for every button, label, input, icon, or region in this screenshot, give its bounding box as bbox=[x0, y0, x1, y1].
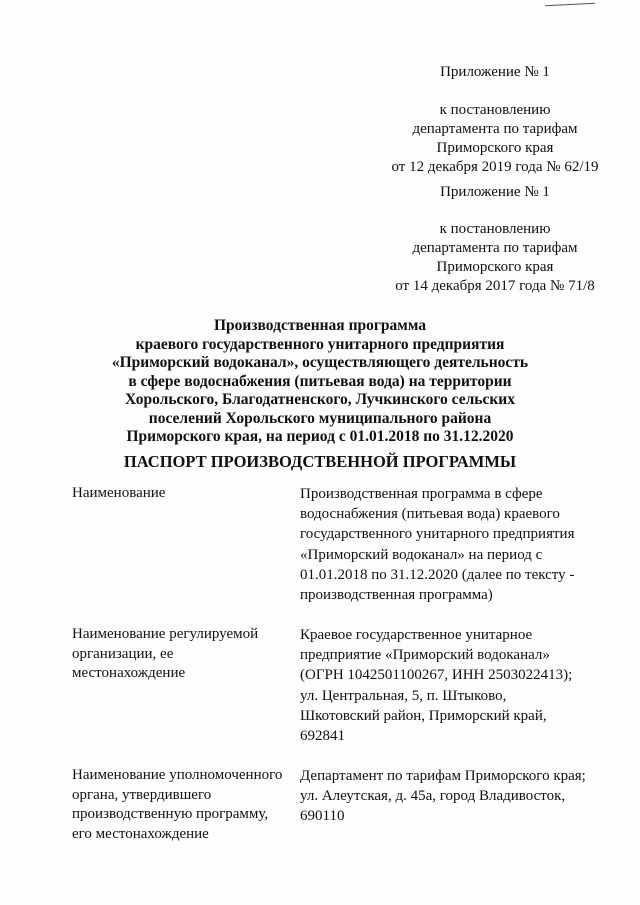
appendix-current-details bbox=[370, 101, 620, 177]
passport-label-line: Наименование bbox=[72, 485, 166, 501]
appendix-original-line: к постановлению bbox=[439, 221, 551, 237]
program-title-line: Производственная программа bbox=[213, 317, 427, 334]
passport-value-line: ул. Алеутская, д. 45а, город Владивосток, bbox=[300, 788, 566, 805]
program-title-line: поселений Хорольского муниципального района bbox=[148, 409, 492, 427]
passport-label bbox=[72, 766, 297, 844]
passport-value-line: «Приморский водоканал» на период с bbox=[300, 546, 543, 563]
program-title-line: Приморского края, на период с 01.01.2018 по 31.12.2020 bbox=[126, 428, 514, 445]
passport-value-line: Краевое государственное унитарное bbox=[300, 627, 533, 643]
passport-heading: ПАСПОРТ ПРОИЗВОДСТВЕННОЙ ПРОГРАММЫ bbox=[123, 452, 517, 471]
program-title bbox=[60, 317, 580, 447]
passport-label bbox=[72, 625, 297, 684]
passport-label-line: Наименование уполномоченного bbox=[72, 767, 283, 783]
passport-value-line: предприятие «Приморский водоканал» bbox=[300, 647, 550, 664]
appendix-original-line: департамента по тарифам bbox=[412, 240, 578, 256]
scan-corner-mark bbox=[545, 0, 595, 6]
appendix-original-details bbox=[370, 220, 620, 296]
program-title-line: в сфере водоснабжения (питьевая вода) на территории bbox=[128, 372, 512, 390]
passport-label-line: Наименование регулируемой bbox=[72, 626, 259, 642]
passport-label-line: организации, ее bbox=[72, 645, 174, 662]
passport-value bbox=[300, 484, 620, 605]
appendix-original-title-text: Приложение № 1 bbox=[440, 184, 550, 200]
appendix-original-line: от 14 декабря 2017 года № 71/8 bbox=[395, 278, 595, 294]
appendix-current-title bbox=[395, 63, 595, 82]
passport-value-line: Шкотовский район, Приморский край, bbox=[300, 707, 547, 724]
passport-label bbox=[72, 484, 297, 504]
appendix-original-title bbox=[395, 183, 595, 202]
passport-value-line: 692841 bbox=[300, 728, 345, 745]
program-title-line: «Приморский водоканал», осуществляющего деятельность bbox=[111, 354, 529, 371]
passport-label-line: органа, утвердившего bbox=[72, 786, 212, 803]
passport-label-line: производственную программу, bbox=[72, 806, 269, 822]
passport-value-line: 690110 bbox=[300, 808, 345, 825]
passport-value-line: Департамент по тарифам Приморского края; bbox=[300, 768, 586, 784]
program-title-line: Хорольского, Благодатненского, Лучкинского сельских bbox=[125, 391, 515, 408]
appendix-current-line: от 12 декабря 2019 года № 62/19 bbox=[391, 159, 599, 175]
passport-value bbox=[300, 625, 620, 746]
passport-value-line: водоснабжения (питьевая вода) краевого bbox=[300, 506, 560, 523]
passport-value bbox=[300, 766, 620, 827]
appendix-current-line: к постановлению bbox=[439, 102, 551, 118]
passport-value-line: ул. Центральная, 5, п. Штыково, bbox=[300, 687, 507, 704]
passport-value-line: Производственная программа в сфере bbox=[300, 486, 543, 502]
passport-value-line: государственного унитарного предприятия bbox=[300, 526, 575, 543]
program-title-line: краевого государственного унитарного предприятия bbox=[135, 335, 505, 353]
passport-label-line: местонахождение bbox=[72, 665, 186, 681]
appendix-current-line: департамента по тарифам bbox=[412, 121, 578, 137]
passport-value-line: 01.01.2018 по 31.12.2020 (далее по тексту - bbox=[300, 566, 575, 583]
passport-value-line: производственная программа) bbox=[300, 587, 493, 604]
appendix-current-title-text: Приложение № 1 bbox=[440, 64, 550, 80]
appendix-current-line: Приморского края bbox=[436, 140, 554, 156]
appendix-original-line: Приморского края bbox=[436, 259, 554, 275]
passport-value-line: (ОГРН 1042501100267, ИНН 2503022413); bbox=[300, 667, 573, 684]
passport-label-line: его местонахождение bbox=[72, 825, 209, 842]
